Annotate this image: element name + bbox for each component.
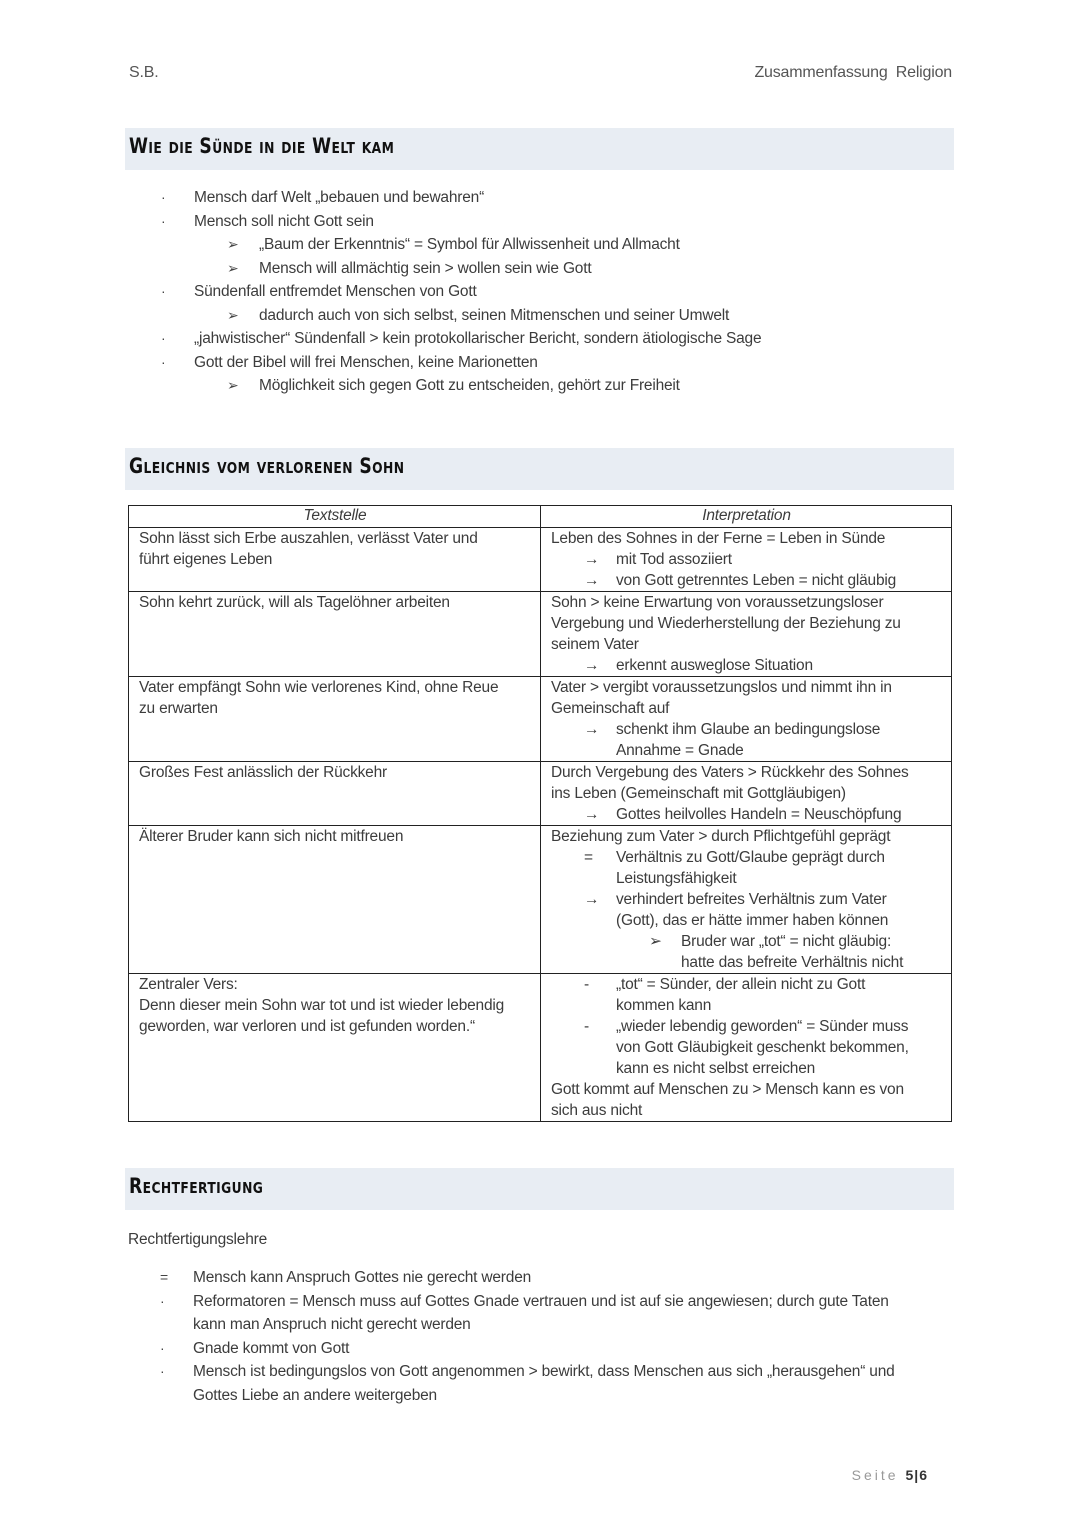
rechtfertigung-content: [128, 1228, 895, 1407]
rechtfertigung-bullet-list: [128, 1266, 895, 1407]
line-text: Annahme = Gnade: [616, 742, 744, 759]
list-item-text: Mensch ist bedingungslos von Gott angenommen > bewirkt, dass Menschen aus sich „herausgehen“ und: [193, 1363, 895, 1380]
cell-interpretation: [541, 762, 952, 826]
list-item-text: Mensch darf Welt „bebauen und bewahren“: [194, 189, 485, 206]
line-text: Bruder war „tot“ = nicht gläubig:: [681, 933, 892, 950]
cell-line: [551, 549, 942, 570]
cell-line: [551, 974, 942, 995]
cell-line: Durch Vergebung des Vaters > Rückkehr des Sohnes: [551, 764, 909, 781]
cell-line: Zentraler Vers:: [139, 976, 238, 993]
list-item-text: Mensch soll nicht Gott sein: [194, 212, 374, 230]
table-row: [129, 677, 952, 762]
cell-line: Sohn > keine Erwartung von voraussetzungsloser: [551, 594, 884, 611]
bullet-dot-icon: ·: [161, 330, 166, 346]
cell-line: [551, 868, 942, 889]
bullet-dot-icon: ·: [160, 1292, 165, 1309]
cell-line: Leben des Sohnes in der Ferne = Leben in Sünde: [551, 530, 886, 547]
cell-textstelle: [129, 826, 541, 974]
list-item: [128, 1290, 895, 1314]
cell-line: [551, 804, 942, 825]
footer-page: 5: [905, 1467, 915, 1483]
line-text: Verhältnis zu Gott/Glaube geprägt durch: [616, 849, 885, 866]
cell-line: zu erwarten: [139, 700, 218, 717]
list-item: [128, 1384, 895, 1408]
cell-line: [551, 570, 942, 591]
bullet-dot-icon: ·: [161, 283, 166, 299]
list-item-text: dadurch auch von sich selbst, seinen Mitmenschen und seiner Umwelt: [259, 306, 730, 324]
bullet-dot-icon: ·: [161, 353, 166, 370]
list-item-text: Mensch will allmächtig sein > wollen sein wie Gott: [259, 259, 592, 277]
cell-line: Sohn kehrt zurück, will als Tagelöhner arbeiten: [139, 594, 450, 611]
list-item-text: „Baum der Erkenntnis“ = Symbol für Allwissenheit und Allmacht: [259, 236, 680, 253]
list-item: [128, 1313, 895, 1337]
cell-interpretation: [541, 592, 952, 677]
line-text: von Gott Gläubigkeit geschenkt bekommen,: [616, 1039, 909, 1056]
dash-marker-icon: -: [584, 976, 589, 993]
cell-line: Sohn lässt sich Erbe auszahlen, verlässt Vater und: [139, 530, 478, 547]
parable-table: [128, 505, 952, 1122]
cell-line: Vater > vergibt voraussetzungslos und nimmt ihn in: [551, 679, 892, 696]
cell-line: [551, 931, 942, 952]
arrow-right-icon: →: [584, 657, 600, 674]
list-item-text: Möglichkeit sich gegen Gott zu entscheiden, gehört zur Freiheit: [259, 377, 680, 394]
table-header-interpretation: Interpretation: [541, 506, 952, 528]
list-item: [128, 1337, 895, 1361]
cell-line: [551, 952, 942, 973]
bullet-dot-icon: ·: [160, 1339, 165, 1356]
arrowhead-bullet-icon: ➢: [227, 377, 239, 393]
line-text: schenkt ihm Glaube an bedingungslose: [616, 721, 881, 738]
cell-line: [551, 910, 942, 931]
bullet-dot-icon: ·: [160, 1363, 165, 1379]
section-title-suende: Wie die Sünde in die Welt kam: [129, 134, 395, 158]
cell-line: [551, 1016, 942, 1037]
section-heading-band: [125, 128, 954, 170]
line-text: kommen kann: [616, 997, 712, 1014]
line-text: von Gott getrenntes Leben = nicht gläubig: [616, 572, 897, 589]
arrow-right-icon: →: [584, 806, 600, 823]
table-row: [129, 528, 952, 592]
list-item: [129, 374, 761, 398]
cell-line: [551, 655, 942, 676]
list-item: [129, 210, 761, 234]
arrow-right-icon: →: [584, 721, 600, 738]
cell-line: seinem Vater: [551, 636, 639, 653]
line-text: erkennt ausweglose Situation: [616, 657, 813, 674]
list-item-text: „jahwistischer“ Sündenfall > kein protokollarischer Bericht, sondern ätiologische Sage: [194, 330, 762, 347]
line-text: hatte das befreite Verhältnis nicht: [681, 954, 904, 971]
table-row: [129, 592, 952, 677]
list-item: [129, 233, 761, 257]
section-title-rechtfertigung: Rechtfertigung: [129, 1174, 264, 1198]
cell-line: [551, 719, 942, 740]
cell-line: Denn dieser mein Sohn war tot und ist wieder lebendig: [139, 997, 505, 1014]
list-item-text: Gottes Liebe an andere weitergeben: [193, 1386, 437, 1404]
cell-line: Gemeinschaft auf: [551, 700, 670, 717]
table-header-textstelle: Textstelle: [129, 506, 541, 528]
cell-line: Vater empfängt Sohn wie verlorenes Kind, ohne Reue: [139, 679, 499, 696]
cell-textstelle: [129, 762, 541, 826]
rechtfertigung-intro: Rechtfertigungslehre: [128, 1231, 268, 1248]
cell-textstelle: [129, 677, 541, 762]
page-footer: Seite 5|6: [851, 1467, 928, 1483]
table-row: [129, 974, 952, 1122]
list-item-text: Sündenfall entfremdet Menschen von Gott: [194, 283, 477, 300]
cell-line: Beziehung zum Vater > durch Pflichtgefühl geprägt: [551, 828, 891, 845]
footer-label: Seite: [851, 1467, 899, 1483]
cell-line: [551, 740, 942, 761]
arrowhead-bullet-icon: ➢: [649, 933, 662, 950]
section-heading-band: [125, 448, 954, 490]
cell-line: Gott kommt auf Menschen zu > Mensch kann es von: [551, 1081, 904, 1098]
header-author: S.B.: [129, 64, 159, 81]
arrowhead-bullet-icon: ➢: [227, 259, 239, 276]
arrowhead-bullet-icon: ➢: [227, 236, 239, 252]
cell-line: geworden, war verloren und ist gefunden worden.“: [139, 1018, 475, 1035]
cell-line: Vergebung und Wiederherstellung der Beziehung zu: [551, 615, 901, 632]
line-text: mit Tod assoziiert: [616, 551, 732, 568]
list-item: [128, 1266, 895, 1290]
list-item: [129, 186, 761, 210]
cell-line: sich aus nicht: [551, 1102, 643, 1119]
cell-line: [551, 847, 942, 868]
line-text: Gottes heilvolles Handeln = Neuschöpfung: [616, 806, 902, 823]
cell-line: [551, 889, 942, 910]
arrow-right-icon: →: [584, 551, 600, 568]
bullet-dot-icon: ·: [161, 212, 166, 229]
arrow-right-icon: →: [584, 572, 600, 589]
list-item-text: Reformatoren = Mensch muss auf Gottes Gnade vertrauen und ist auf sie angewiesen; durch gute Taten: [193, 1292, 889, 1310]
table-row: [129, 826, 952, 974]
list-item-text: Mensch kann Anspruch Gottes nie gerecht werden: [193, 1269, 532, 1286]
list-item: [129, 257, 761, 281]
cell-line: [551, 1058, 942, 1079]
cell-interpretation: [541, 826, 952, 974]
list-item: [128, 1360, 895, 1384]
line-text: (Gott), das er hätte immer haben können: [616, 912, 889, 929]
line-text: Leistungsfähigkeit: [616, 870, 737, 887]
cell-interpretation: [541, 677, 952, 762]
equals-marker-icon: =: [160, 1269, 168, 1285]
section-heading-band: [125, 1168, 954, 1210]
cell-interpretation: [541, 528, 952, 592]
cell-line: Großes Fest anlässlich der Rückkehr: [139, 764, 387, 781]
header-title: Zusammenfassung Religion: [754, 64, 952, 81]
cell-interpretation: [541, 974, 952, 1122]
footer-total: 6: [919, 1467, 928, 1483]
list-item-text: kann man Anspruch nicht gerecht werden: [193, 1316, 471, 1333]
cell-line: [551, 995, 942, 1016]
cell-textstelle: [129, 592, 541, 677]
cell-line: [551, 1037, 942, 1058]
section-title-gleichnis: Gleichnis vom verlorenen Sohn: [129, 454, 405, 478]
list-item-text: Gnade kommt von Gott: [193, 1339, 350, 1357]
table-row: [129, 762, 952, 826]
cell-textstelle: [129, 528, 541, 592]
cell-line: Älterer Bruder kann sich nicht mitfreuen: [139, 828, 404, 845]
bullet-dot-icon: ·: [161, 189, 166, 205]
list-item-text: Gott der Bibel will frei Menschen, keine Marionetten: [194, 353, 538, 371]
cell-line: ins Leben (Gemeinschaft mit Gottgläubigen): [551, 785, 846, 802]
list-item: [129, 280, 761, 304]
line-text: „tot“ = Sünder, der allein nicht zu Gott: [616, 976, 866, 993]
line-text: verhindert befreites Verhältnis zum Vater: [616, 891, 887, 908]
arrowhead-bullet-icon: ➢: [227, 306, 239, 323]
list-item: [129, 327, 761, 351]
list-item: [129, 304, 761, 328]
dash-marker-icon: -: [584, 1018, 589, 1035]
line-text: „wieder lebendig geworden“ = Sünder muss: [616, 1018, 909, 1035]
arrow-right-icon: →: [584, 891, 600, 908]
cell-textstelle: [129, 974, 541, 1122]
equals-marker-icon: =: [584, 849, 593, 866]
line-text: kann es nicht selbst erreichen: [616, 1060, 816, 1077]
suende-bullet-list: [129, 186, 761, 398]
list-item: [129, 351, 761, 375]
cell-line: führt eigenes Leben: [139, 551, 273, 568]
